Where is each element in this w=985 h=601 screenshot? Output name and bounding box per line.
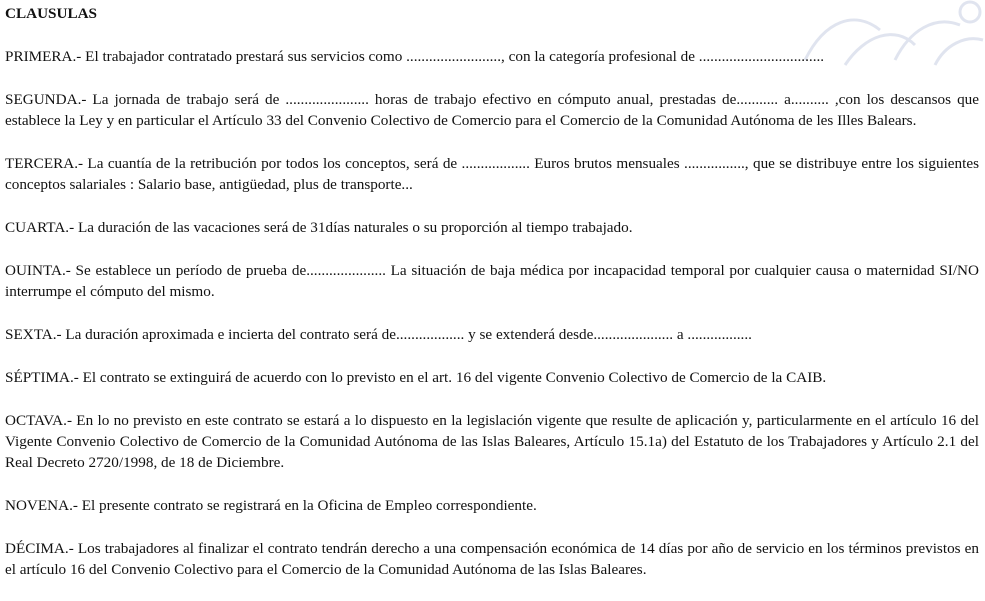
clause-septima: SÉPTIMA.- El contrato se extinguirá de acuerdo con lo previsto en el art. 16 del vigente Convenio Colectivo de Comercio de la CAIB. <box>5 369 827 386</box>
clause-cuarta: CUARTA.- La duración de las vacaciones será de 31días naturales o su proporción al tiempo trabajado. <box>5 219 633 236</box>
clause-quinta: OUINTA.- Se establece un período de prueba de..................... La situación de baja médica por incapacidad temporal por cualquier causa o maternidad SI/NO interrumpe el cómputo del mismo. <box>5 262 979 300</box>
clause-segunda: SEGUNDA.- La jornada de trabajo será de ...................... horas de trabajo efectivo en cómputo anual, prestadas de........... a.......... ,con los descansos que establece la Ley y en particular el Artículo 33 del Convenio Colectivo de Comercio para el Comercio de la Comunidad Autónoma de les Illes Balears. <box>5 91 979 129</box>
document-body <box>5 4 979 601</box>
clause-novena: NOVENA.- El presente contrato se registrará en la Oficina de Empleo correspondiente. <box>5 497 537 514</box>
clause-decima: DÉCIMA.- Los trabajadores al finalizar el contrato tendrán derecho a una compensación económica de 14 días por año de servicio en los términos previstos en el artículo 16 del Convenio Colectivo para el Comercio de la Comunidad Autónoma de las Islas Baleares. <box>5 540 979 578</box>
document-title: CLAUSULAS <box>5 5 97 22</box>
clause-tercera: TERCERA.- La cuantía de la retribución por todos los conceptos, será de .................. Euros brutos mensuales ................, que se distribuye entre los siguientes conceptos salariales : Salario base, antigüedad, plus de transporte... <box>5 155 979 193</box>
clause-sexta: SEXTA.- La duración aproximada e incierta del contrato será de.................. y se extenderá desde..................... a ................. <box>5 326 752 343</box>
clause-octava: OCTAVA.- En lo no previsto en este contrato se estará a lo dispuesto en la legislación vigente que resulte de aplicación y, particularmente en el artículo 16 del Vigente Convenio Colectivo de Comercio de la Comunidad Autónoma de las Islas Baleares, Artículo 15.1a) del Estatuto de los Trabajadores y Artículo 2.1 del Real Decreto 2720/1998, de 18 de Diciembre. <box>5 412 979 471</box>
clause-primera: PRIMERA.- El trabajador contratado prestará sus servicios como ........................., con la categoría profesional de ................................. <box>5 48 825 65</box>
